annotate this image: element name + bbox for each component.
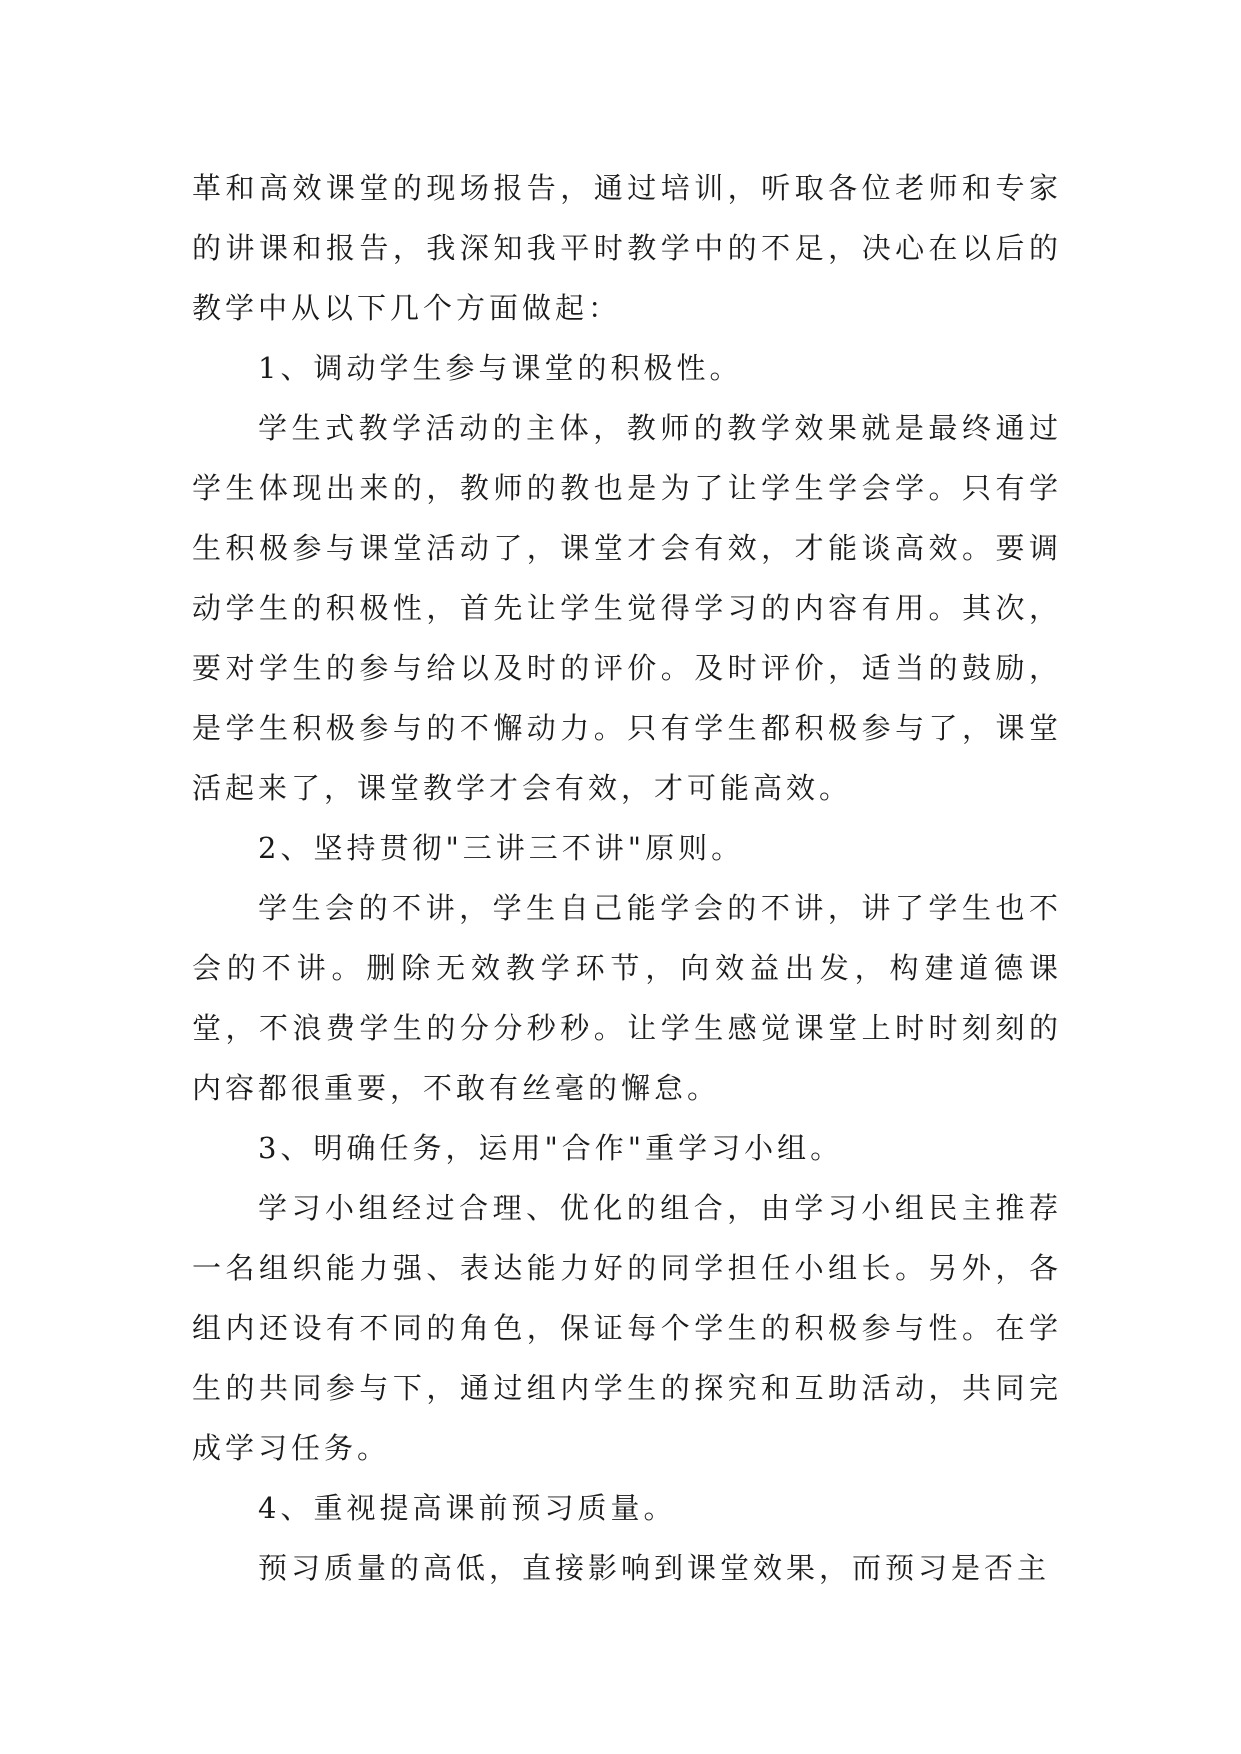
heading-item-1: 1、调动学生参与课堂的积极性。 [258,351,743,385]
paragraph-1: 革和高效课堂的现场报告，通过培训，听取各位老师和专家的讲课和报告，我深知我平时教学中的不足，决心在以后的教学中从以下几个方面做起： [192,171,1062,325]
heading-item-3: 3、明确任务，运用"合作"重学习小组。 [258,1131,844,1165]
paragraph-4: 学习小组经过合理、优化的组合，由学习小组民主推荐一名组织能力强、表达能力好的同学担任小组长。另外，各组内还设有不同的角色，保证每个学生的积极参与性。在学生的共同参与下，通过组内学生的探究和互助活动，共同完成学习任务。 [192,1191,1062,1465]
body-text [192,158,1062,1598]
paragraph-3: 学生会的不讲，学生自己能学会的不讲，讲了学生也不会的不讲。删除无效教学环节，向效益出发，构建道德课堂，不浪费学生的分分秒秒。让学生感觉课堂上时时刻刻的内容都很重要，不敢有丝毫的懈怠。 [192,891,1062,1105]
paragraph-2: 学生式教学活动的主体，教师的教学效果就是最终通过学生体现出来的，教师的教也是为了让学生学会学。只有学生积极参与课堂活动了，课堂才会有效，才能谈高效。要调动学生的积极性，首先让学生觉得学习的内容有用。其次，要对学生的参与给以及时的评价。及时评价，适当的鼓励，是学生积极参与的不懈动力。只有学生都积极参与了，课堂活起来了，课堂教学才会有效，才可能高效。 [192,411,1062,805]
heading-item-4: 4、重视提高课前预习质量。 [258,1491,677,1525]
heading-item-2: 2、坚持贯彻"三讲三不讲"原则。 [258,831,745,865]
paragraph-5: 预习质量的高低，直接影响到课堂效果，而预习是否主 [258,1551,1051,1585]
